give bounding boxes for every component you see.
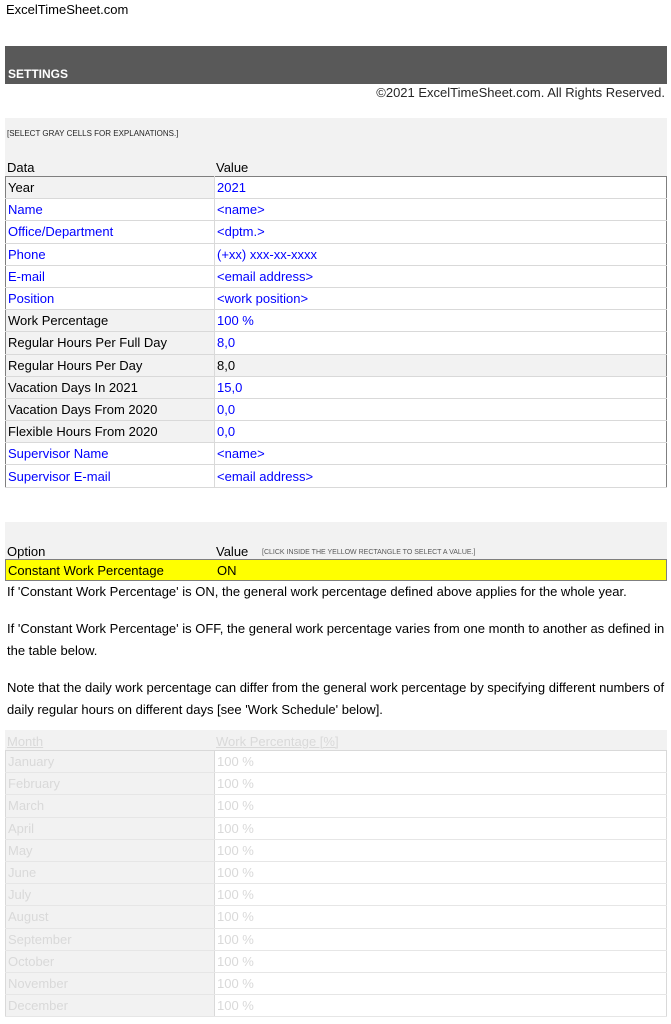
month-label: March	[6, 795, 215, 817]
month-percentage: 100 %	[215, 950, 667, 972]
month-label: August	[6, 906, 215, 928]
regular-hours-full-day-value[interactable]: 8,0	[215, 332, 667, 354]
site-title: ExcelTimeSheet.com	[6, 2, 129, 17]
supervisor-name-value[interactable]: <name>	[215, 443, 667, 465]
regular-hours-per-day-value: 8,0	[215, 354, 667, 376]
phone-value[interactable]: (+xx) xxx-xx-xxxx	[215, 243, 667, 265]
name-value[interactable]: <name>	[215, 199, 667, 221]
settings-banner	[5, 46, 667, 84]
option-column-header: Option	[7, 544, 46, 559]
month-percentage: 100 %	[215, 795, 667, 817]
table-row	[6, 243, 667, 265]
settings-data-table	[5, 176, 667, 488]
name-label: Name	[6, 199, 215, 221]
flexible-hours-2020-label[interactable]: Flexible Hours From 2020	[6, 421, 215, 443]
month-label: May	[6, 839, 215, 861]
month-percentage: 100 %	[215, 861, 667, 883]
table-row	[6, 221, 667, 243]
table-row	[6, 995, 667, 1017]
vacation-days-2021-label[interactable]: Vacation Days In 2021	[6, 376, 215, 398]
supervisor-name-label: Supervisor Name	[6, 443, 215, 465]
month-percentage: 100 %	[215, 928, 667, 950]
month-column-header: Month	[7, 734, 44, 749]
supervisor-email-label: Supervisor E-mail	[6, 465, 215, 487]
year-value[interactable]: 2021	[215, 177, 667, 199]
table-row	[6, 265, 667, 287]
table-row	[6, 177, 667, 199]
month-percentage: 100 %	[215, 995, 667, 1017]
month-label: December	[6, 995, 215, 1017]
table-row	[6, 199, 667, 221]
month-percentage: 100 %	[215, 906, 667, 928]
phone-label: Phone	[6, 243, 215, 265]
month-percentage: 100 %	[215, 972, 667, 994]
table-row	[6, 950, 667, 972]
vacation-days-2021-value[interactable]: 15,0	[215, 376, 667, 398]
constant-work-percentage-select[interactable]: ON	[217, 563, 237, 578]
table-row	[6, 376, 667, 398]
month-label: April	[6, 817, 215, 839]
constant-work-percentage-row	[5, 559, 667, 581]
email-value[interactable]: <email address>	[215, 265, 667, 287]
data-column-header: Data	[7, 160, 35, 175]
month-percentage: 100 %	[215, 884, 667, 906]
table-row	[6, 443, 667, 465]
month-label: September	[6, 928, 215, 950]
month-percentage: 100 %	[215, 839, 667, 861]
vacation-days-2020-value[interactable]: 0,0	[215, 398, 667, 420]
table-row	[6, 398, 667, 420]
office-department-label: Office/Department	[6, 221, 215, 243]
month-label: November	[6, 972, 215, 994]
table-row	[6, 972, 667, 994]
data-table-header	[5, 156, 667, 176]
table-row	[6, 773, 667, 795]
table-row	[6, 751, 667, 773]
month-label: January	[6, 751, 215, 773]
position-label: Position	[6, 287, 215, 309]
flexible-hours-2020-value[interactable]: 0,0	[215, 421, 667, 443]
table-row	[6, 906, 667, 928]
table-row	[6, 354, 667, 376]
settings-title: SETTINGS	[8, 67, 69, 81]
table-row	[6, 928, 667, 950]
table-row	[6, 861, 667, 883]
value-column-header: Value	[216, 160, 249, 175]
table-row	[6, 421, 667, 443]
month-label: February	[6, 773, 215, 795]
email-label: E-mail	[6, 265, 215, 287]
hint-band	[5, 118, 667, 156]
regular-hours-full-day-label[interactable]: Regular Hours Per Full Day	[6, 332, 215, 354]
option-table-header	[5, 540, 667, 559]
constant-work-percentage-label: Constant Work Percentage	[8, 563, 164, 578]
work-percentage-label[interactable]: Work Percentage	[6, 310, 215, 332]
option-value-column-header: Value	[216, 544, 249, 559]
explanation-off: If 'Constant Work Percentage' is OFF, the general work percentage varies from one month to another as defined in the table below.	[7, 621, 665, 658]
table-row	[6, 287, 667, 309]
vacation-days-2020-label[interactable]: Vacation Days From 2020	[6, 398, 215, 420]
explanation-on: If 'Constant Work Percentage' is ON, the general work percentage defined above applies for the whole year.	[7, 584, 627, 599]
work-percentage-value[interactable]: 100 %	[215, 310, 667, 332]
copyright-notice: ©2021 ExcelTimeSheet.com. All Rights Reserved.	[376, 85, 665, 100]
explanation-daily: Note that the daily work percentage can differ from the general work percentage by specifying different numbers of daily regular hours on different days [see 'Work Schedule' below].	[7, 680, 665, 717]
table-row	[6, 839, 667, 861]
month-label: June	[6, 861, 215, 883]
month-percentage: 100 %	[215, 751, 667, 773]
month-label: October	[6, 950, 215, 972]
year-label[interactable]: Year	[6, 177, 215, 199]
table-row	[6, 465, 667, 487]
table-row	[6, 310, 667, 332]
office-department-value[interactable]: <dptm.>	[215, 221, 667, 243]
month-percentage: 100 %	[215, 773, 667, 795]
monthly-work-percentage-table	[5, 750, 667, 1017]
table-row	[6, 795, 667, 817]
regular-hours-per-day-label[interactable]: Regular Hours Per Day	[6, 354, 215, 376]
supervisor-email-value[interactable]: <email address>	[215, 465, 667, 487]
month-table-header	[5, 730, 667, 750]
yellow-rectangle-hint: [CLICK INSIDE THE YELLOW RECTANGLE TO SELECT A VALUE.]	[262, 549, 476, 556]
gray-cells-hint: [SELECT GRAY CELLS FOR EXPLANATIONS.]	[7, 129, 179, 138]
month-label: July	[6, 884, 215, 906]
month-percentage: 100 %	[215, 817, 667, 839]
table-row	[6, 332, 667, 354]
table-row	[6, 817, 667, 839]
position-value[interactable]: <work position>	[215, 287, 667, 309]
work-percentage-column-header: Work Percentage [%]	[216, 734, 339, 749]
table-row	[6, 884, 667, 906]
